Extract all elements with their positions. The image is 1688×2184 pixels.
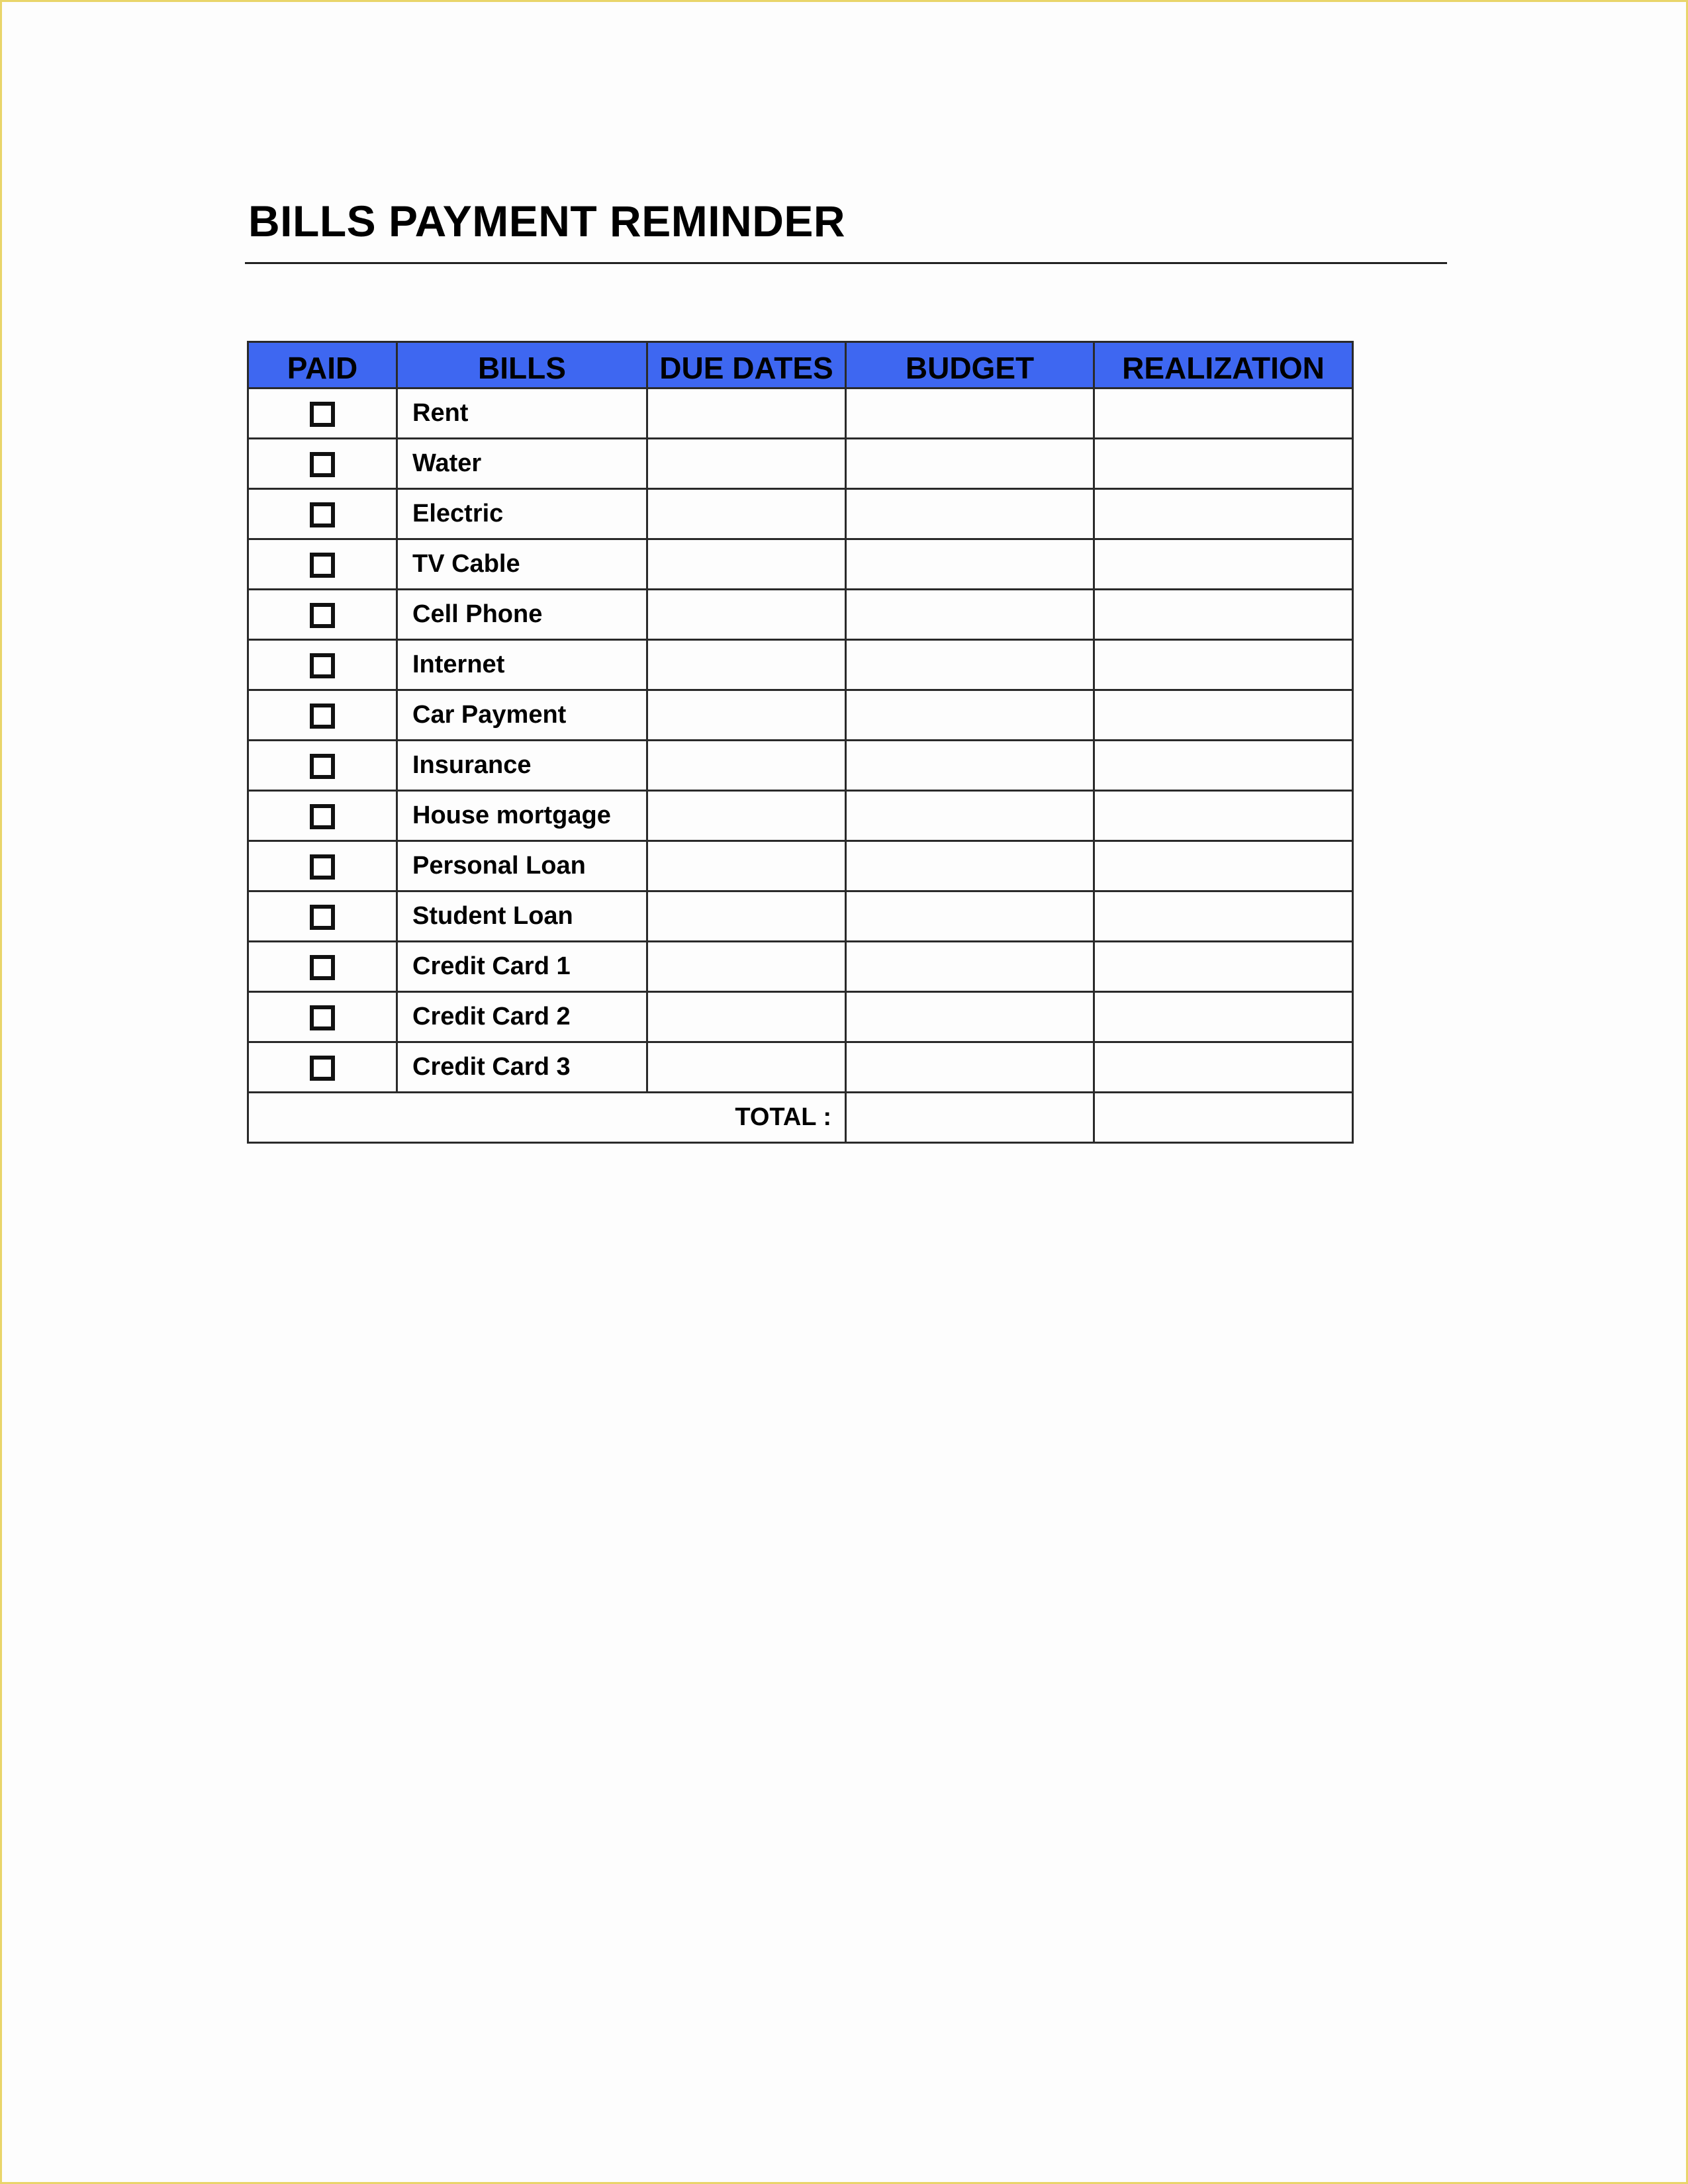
realization-cell[interactable] [1094,590,1353,640]
paid-checkbox[interactable] [310,854,335,880]
bills-table [247,341,1354,1144]
paid-checkbox[interactable] [310,754,335,779]
budget-cell[interactable] [846,690,1094,741]
budget-cell[interactable] [846,489,1094,539]
paid-cell [248,841,397,891]
paid-cell [248,539,397,590]
bill-name: Personal Loan [397,841,647,891]
due-date-cell[interactable] [647,539,846,590]
paid-cell [248,640,397,690]
due-date-cell[interactable] [647,388,846,439]
table-row [248,690,1353,741]
table-row [248,439,1353,489]
table-row [248,640,1353,690]
paid-cell [248,891,397,942]
paid-cell [248,992,397,1042]
budget-cell[interactable] [846,1042,1094,1093]
realization-cell[interactable] [1094,489,1353,539]
bill-name: Credit Card 1 [397,942,647,992]
header-bills: BILLS [397,342,647,388]
bill-name: Rent [397,388,647,439]
budget-cell[interactable] [846,388,1094,439]
due-date-cell[interactable] [647,942,846,992]
paid-cell [248,388,397,439]
budget-cell[interactable] [846,439,1094,489]
bill-name: Credit Card 2 [397,992,647,1042]
paid-cell [248,942,397,992]
header-due-dates: DUE DATES [647,342,846,388]
paid-cell [248,590,397,640]
table-row [248,539,1353,590]
table-header-row [248,342,1353,388]
realization-cell[interactable] [1094,539,1353,590]
realization-cell[interactable] [1094,640,1353,690]
bill-name: Student Loan [397,891,647,942]
paid-checkbox[interactable] [310,1056,335,1081]
paid-cell [248,791,397,841]
due-date-cell[interactable] [647,690,846,741]
table-row [248,891,1353,942]
realization-cell[interactable] [1094,891,1353,942]
bill-name: Water [397,439,647,489]
bill-name: Credit Card 3 [397,1042,647,1093]
budget-cell[interactable] [846,741,1094,791]
paid-checkbox[interactable] [310,402,335,427]
realization-cell[interactable] [1094,992,1353,1042]
header-budget: BUDGET [846,342,1094,388]
budget-cell[interactable] [846,841,1094,891]
paid-checkbox[interactable] [310,1005,335,1030]
realization-cell[interactable] [1094,942,1353,992]
page-title: BILLS PAYMENT REMINDER [248,197,846,246]
table-row [248,489,1353,539]
realization-cell[interactable] [1094,388,1353,439]
table-row [248,590,1353,640]
budget-cell[interactable] [846,640,1094,690]
header-realization: REALIZATION [1094,342,1353,388]
table-row [248,942,1353,992]
paid-checkbox[interactable] [310,704,335,729]
bill-name: Cell Phone [397,590,647,640]
paid-checkbox[interactable] [310,955,335,980]
due-date-cell[interactable] [647,1042,846,1093]
bill-name: TV Cable [397,539,647,590]
header-paid: PAID [248,342,397,388]
title-underline [245,262,1447,264]
realization-cell[interactable] [1094,439,1353,489]
realization-cell[interactable] [1094,841,1353,891]
table-row [248,992,1353,1042]
table-row [248,1042,1353,1093]
budget-cell[interactable] [846,590,1094,640]
bill-name: Electric [397,489,647,539]
due-date-cell[interactable] [647,439,846,489]
paid-cell [248,1042,397,1093]
budget-cell[interactable] [846,791,1094,841]
table-row [248,791,1353,841]
due-date-cell[interactable] [647,489,846,539]
due-date-cell[interactable] [647,791,846,841]
total-row [248,1093,1353,1143]
paid-cell [248,690,397,741]
due-date-cell[interactable] [647,741,846,791]
table-row [248,841,1353,891]
budget-cell[interactable] [846,891,1094,942]
due-date-cell[interactable] [647,992,846,1042]
paid-checkbox[interactable] [310,804,335,829]
table-row [248,388,1353,439]
paid-cell [248,489,397,539]
due-date-cell[interactable] [647,891,846,942]
due-date-cell[interactable] [647,841,846,891]
realization-cell[interactable] [1094,791,1353,841]
paid-checkbox[interactable] [310,502,335,527]
total-label: TOTAL : [248,1093,846,1143]
paid-checkbox[interactable] [310,553,335,578]
due-date-cell[interactable] [647,640,846,690]
paid-cell [248,439,397,489]
bill-name: House mortgage [397,791,647,841]
paid-checkbox[interactable] [310,452,335,477]
total-realization-cell[interactable] [1094,1093,1353,1143]
paid-cell [248,741,397,791]
budget-cell[interactable] [846,942,1094,992]
paid-checkbox[interactable] [310,603,335,628]
total-budget-cell[interactable] [846,1093,1094,1143]
realization-cell[interactable] [1094,690,1353,741]
budget-cell[interactable] [846,992,1094,1042]
paid-checkbox[interactable] [310,653,335,678]
due-date-cell[interactable] [647,590,846,640]
paid-checkbox[interactable] [310,905,335,930]
realization-cell[interactable] [1094,1042,1353,1093]
bill-rows [248,388,1353,1093]
bill-name: Insurance [397,741,647,791]
table-row [248,741,1353,791]
realization-cell[interactable] [1094,741,1353,791]
budget-cell[interactable] [846,539,1094,590]
bill-name: Car Payment [397,690,647,741]
bill-name: Internet [397,640,647,690]
